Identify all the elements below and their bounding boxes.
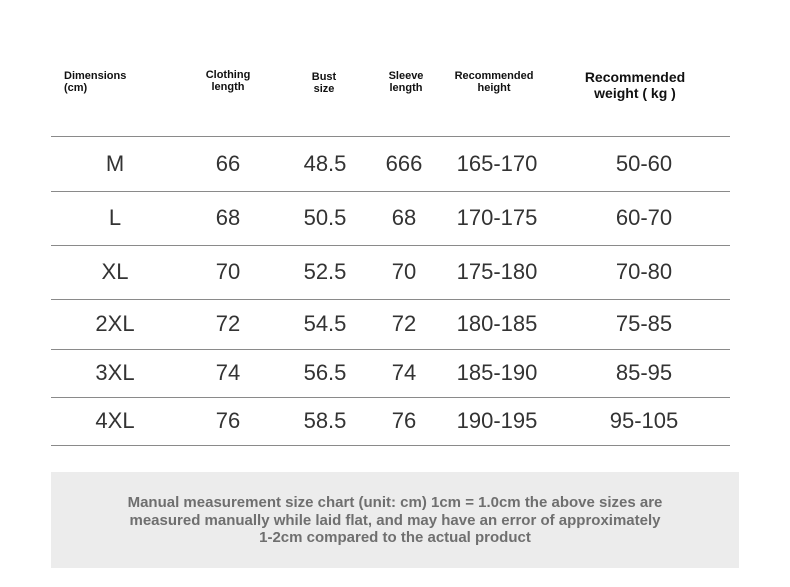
cell-size: XL [101, 259, 129, 284]
cell-recommended-height: 180-185 [456, 311, 538, 336]
table-row [0, 299, 790, 349]
cell-size: 3XL [95, 360, 135, 385]
cell-clothing-length: 76 [215, 408, 241, 433]
header-recommended-height: Recommended height [454, 70, 534, 94]
cell-size: L [108, 205, 122, 230]
cell-recommended-weight: 85-95 [615, 360, 673, 385]
cell-recommended-height: 170-175 [456, 205, 538, 230]
header-clothing-length: Clothing length [205, 69, 251, 93]
cell-sleeve-length: 74 [391, 360, 417, 385]
table-row [0, 137, 790, 191]
cell-clothing-length: 70 [215, 259, 241, 284]
note-line: Manual measurement size chart (unit: cm) 1cm = 1.0cm the above sizes are [127, 494, 663, 511]
table-row [0, 191, 790, 245]
cell-sleeve-length: 666 [385, 151, 423, 176]
table-row [0, 397, 790, 445]
cell-clothing-length: 72 [215, 311, 241, 336]
table-header [0, 60, 790, 120]
header-sleeve-length: Sleeve length [388, 70, 424, 94]
cell-recommended-height: 185-190 [456, 360, 538, 385]
cell-sleeve-length: 68 [391, 205, 417, 230]
note-text [51, 494, 739, 547]
cell-size: M [105, 151, 125, 176]
cell-recommended-height: 190-195 [456, 408, 538, 433]
measurement-note [51, 472, 739, 568]
divider [51, 445, 730, 446]
cell-recommended-height: 165-170 [456, 151, 538, 176]
cell-recommended-weight: 75-85 [615, 311, 673, 336]
cell-recommended-weight: 95-105 [609, 408, 679, 433]
cell-clothing-length: 68 [215, 205, 241, 230]
cell-sleeve-length: 76 [391, 408, 417, 433]
cell-bust-size: 58.5 [303, 408, 347, 433]
table-row [0, 348, 790, 397]
cell-recommended-weight: 50-60 [615, 151, 673, 176]
cell-clothing-length: 66 [215, 151, 241, 176]
cell-sleeve-length: 70 [391, 259, 417, 284]
cell-sleeve-length: 72 [391, 311, 417, 336]
header-dimensions: Dimensions (cm) [64, 70, 127, 94]
cell-bust-size: 52.5 [303, 259, 347, 284]
cell-bust-size: 56.5 [303, 360, 347, 385]
note-line: measured manually while laid flat, and may have an error of approximately [129, 511, 661, 529]
cell-recommended-height: 175-180 [456, 259, 538, 284]
cell-clothing-length: 74 [215, 360, 241, 385]
table-row [0, 245, 790, 299]
note-line: 1-2cm compared to the actual product [259, 529, 531, 546]
header-recommended-weight: Recommended weight ( kg ) [584, 69, 686, 101]
cell-size: 2XL [95, 311, 135, 336]
cell-bust-size: 54.5 [303, 311, 347, 336]
cell-bust-size: 48.5 [303, 151, 347, 176]
cell-recommended-weight: 60-70 [615, 205, 673, 230]
header-bust-size: Bust size [311, 71, 337, 95]
cell-bust-size: 50.5 [303, 205, 347, 230]
cell-recommended-weight: 70-80 [615, 259, 673, 284]
cell-size: 4XL [95, 408, 135, 433]
